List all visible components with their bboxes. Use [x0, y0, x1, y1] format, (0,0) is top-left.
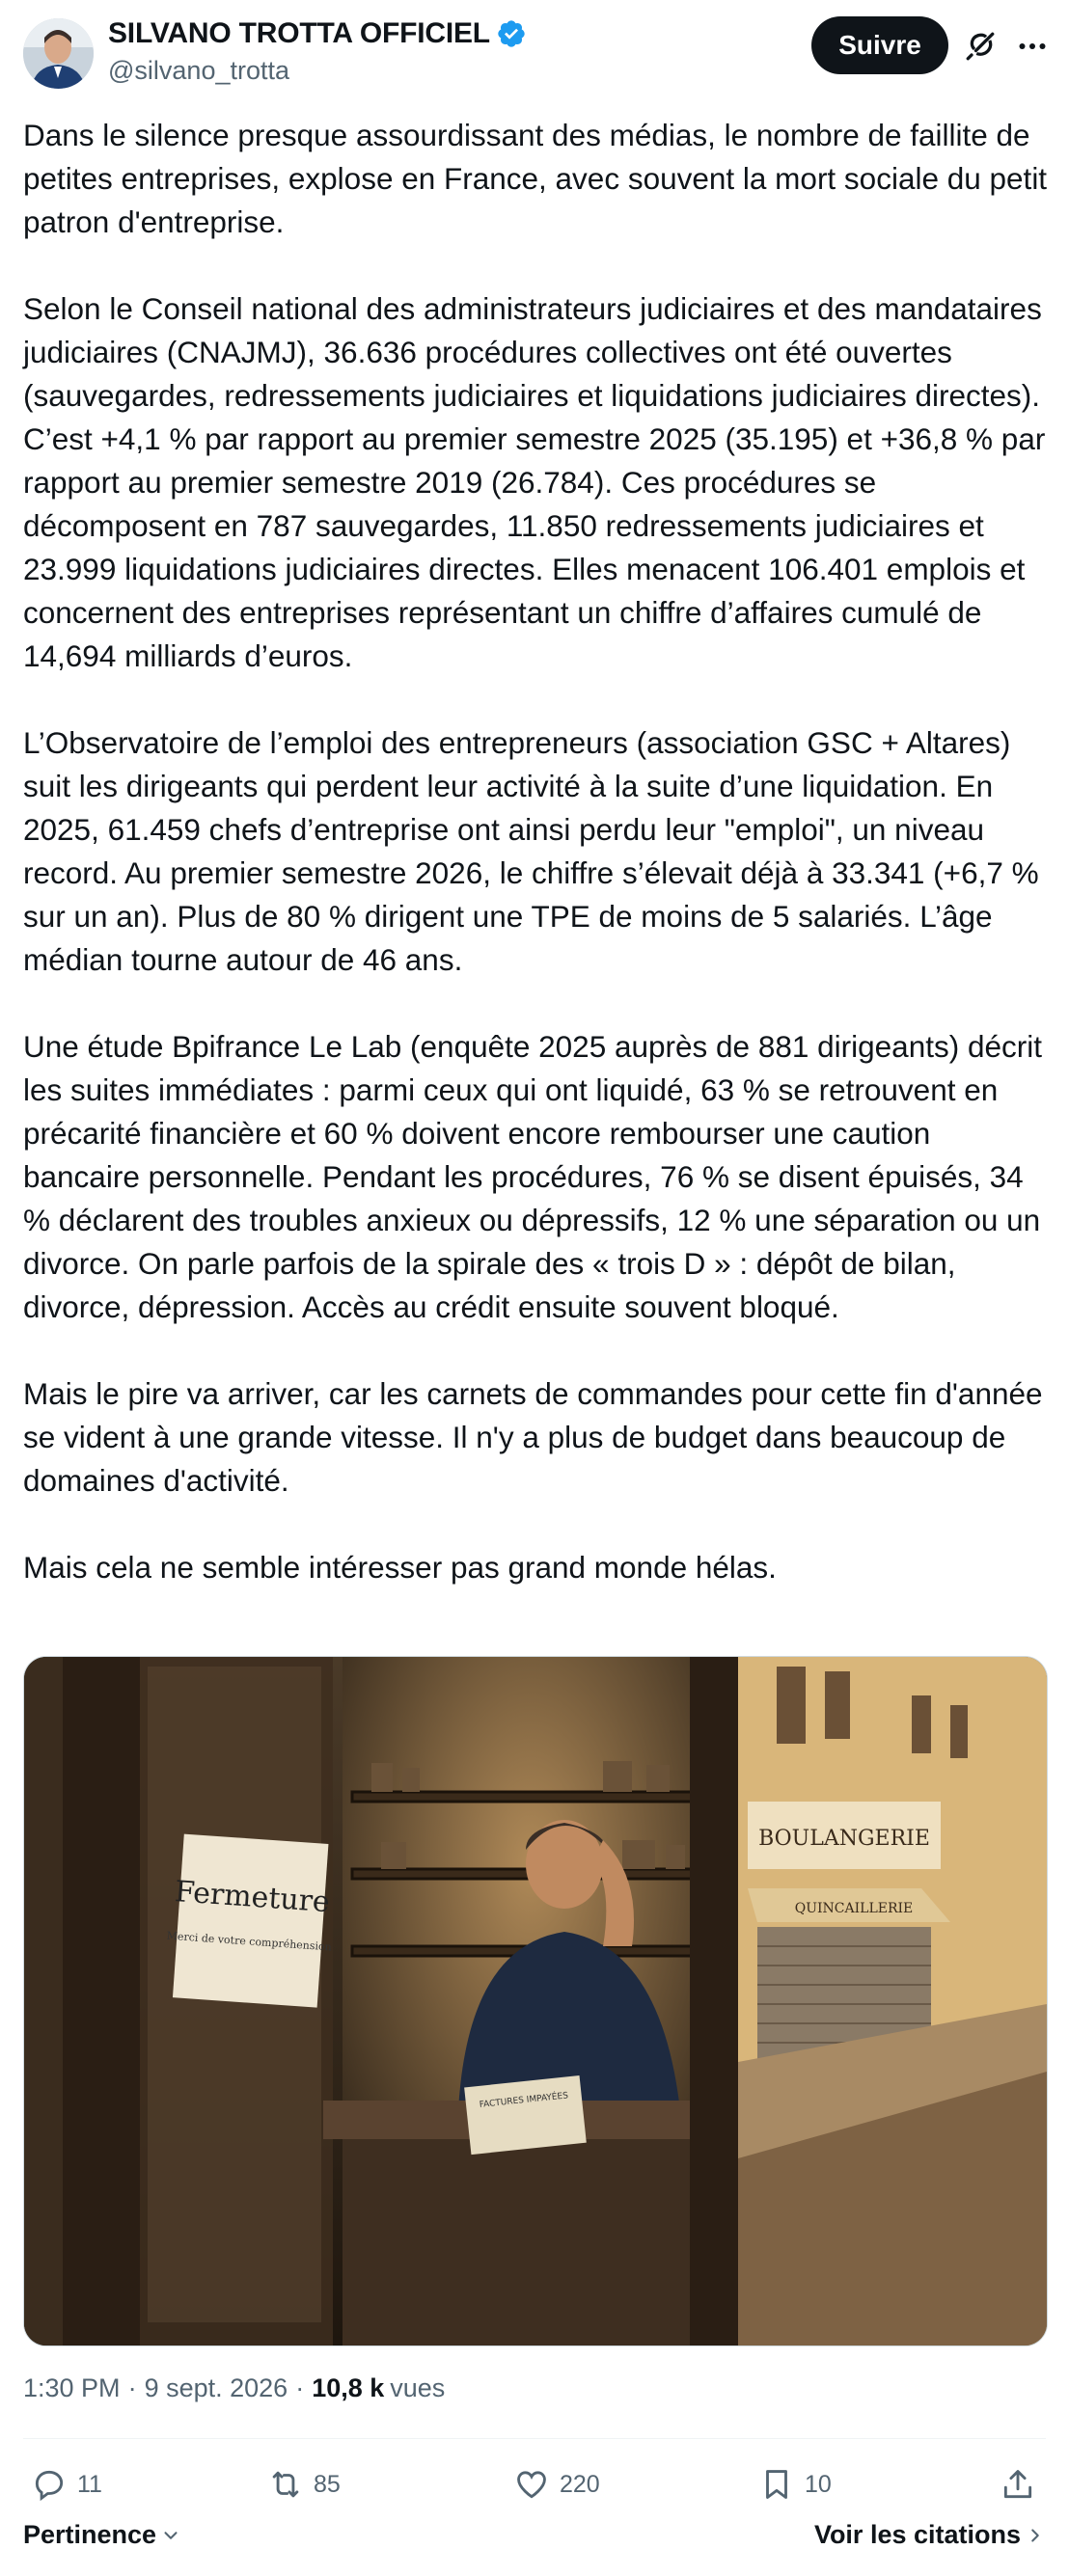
follow-button[interactable]: Suivre	[811, 16, 948, 74]
shop-sign-quincaillerie: QUINCAILLERIE	[794, 1901, 914, 1916]
replies-footer	[23, 2520, 1046, 2562]
tweet-paragraph: Mais cela ne semble intéresser pas grand monde hélas.	[23, 1550, 777, 1585]
views-label: vues	[390, 2373, 446, 2402]
grok-icon[interactable]	[963, 29, 998, 64]
tweet-paragraph: Dans le silence presque assourdissant des médias, le nombre de faillite de petites entreprises, explose en France, avec souvent la mort sociale du petit patron d'entreprise.	[23, 118, 1048, 239]
like-icon	[513, 2466, 550, 2503]
papers-label: FACTURES IMPAYÉES	[479, 2091, 569, 2110]
shop-sign-boulangerie: BOULANGERIE	[758, 1827, 930, 1851]
verified-badge-icon	[496, 18, 527, 49]
chevron-down-icon	[160, 2525, 181, 2546]
retweet-icon	[267, 2466, 304, 2503]
tweet-paragraph: Une étude Bpifrance Le Lab (enquête 2025 auprès de 881 dirigeants) décrit les suites immédiates : parmi ceux qui ont liquidé, 63 % se retrouvent en précarité financière et 60 % doivent encore rembourser une caution bancaire personnelle. Pendant les procédures, 76 % se disent épuisés, 34 % déclarent des troubles anxieux ou dépressifs, 12 % une séparation ou un divorce. On parle parfois de la spirale des « trois D » : dépôt de bilan, divorce, dépression. Accès au crédit ensuite souvent bloqué.	[23, 1029, 1042, 1324]
like-count: 220	[560, 2470, 600, 2498]
divider	[23, 2438, 1046, 2439]
tweet-media-image[interactable]	[23, 1656, 1048, 2346]
view-quotes-link[interactable]	[814, 2520, 1046, 2550]
sort-label: Pertinence	[23, 2520, 157, 2549]
tweet-paragraph: L’Observatoire de l’emploi des entrepreneurs (association GSC + Altares) suit les dirigeants qui perdent leur activité à la suite d’une liquidation. En 2025, 61.459 chefs d’entreprise ont ainsi perdu leur "emploi", un niveau record. Au premier semestre 2026, le chiffre s’élevait déjà à 33.341 (+6,7 % sur un an). Plus de 80 % dirigent une TPE de moins de 5 salariés. L’âge médian tourne autour de 46 ans.	[23, 725, 1039, 977]
sort-replies-dropdown[interactable]	[23, 2520, 181, 2550]
view-quotes-label: Voir les citations	[813, 2520, 1021, 2549]
share-icon	[1000, 2466, 1036, 2503]
tweet-date[interactable]: 9 sept. 2026	[144, 2373, 288, 2402]
bookmark-button[interactable]	[758, 2454, 832, 2514]
tweet-header	[0, 0, 1069, 96]
tweet-meta	[23, 2373, 445, 2403]
closure-sign-subtitle: Merci de votre compréhension	[166, 1929, 333, 1954]
tweet-paragraph: Mais le pire va arriver, car les carnets de commandes pour cette fin d'année se vident à une grande vitesse. Il n'y a plus de budget dans beaucoup de domaines d'activité.	[23, 1376, 1043, 1498]
reply-count: 11	[77, 2470, 102, 2498]
like-button[interactable]	[513, 2454, 600, 2514]
author-name[interactable]: SILVANO TROTTA OFFICIEL	[108, 17, 490, 49]
bookmark-count: 10	[805, 2470, 832, 2498]
retweet-count: 85	[314, 2470, 341, 2498]
share-button[interactable]	[1000, 2454, 1046, 2514]
tweet-time[interactable]: 1:30 PM	[23, 2373, 121, 2402]
tweet-paragraph: Selon le Conseil national des administrateurs judiciaires et des mandataires judiciaires (CNAJMJ), 36.636 procédures collectives ont été ouvertes (sauvegardes, redressements judiciaires et liquidations judiciaires directes). C’est +4,1 % par rapport au premier semestre 2025 (35.195) et +36,8 % par rapport au premier semestre 2019 (26.784). Ces procédures se décomposent en 787 sauvegardes, 11.850 redressements judiciaires et 23.999 liquidations judiciaires directes. Elles menacent 106.401 emplois et concernent des entreprises représentant un chiffre d’affaires cumulé de 14,694 milliards d’euros.	[23, 291, 1046, 673]
bookmark-icon	[758, 2466, 795, 2503]
tweet-actions	[23, 2454, 1046, 2514]
retweet-button[interactable]	[267, 2454, 341, 2514]
meta-separator: ·	[295, 2373, 305, 2402]
reply-icon	[31, 2466, 68, 2503]
closure-sign-title: Fermeture	[173, 1875, 331, 1920]
author-handle[interactable]: @silvano_trotta	[108, 56, 289, 85]
more-options-icon[interactable]	[1015, 29, 1050, 64]
tweet-text	[23, 114, 1050, 1589]
meta-separator: ·	[127, 2373, 137, 2402]
views-count: 10,8 k	[312, 2373, 385, 2402]
chevron-right-icon	[1025, 2525, 1046, 2546]
reply-button[interactable]	[31, 2454, 102, 2514]
author-avatar[interactable]	[23, 18, 94, 89]
author-name-row[interactable]	[108, 17, 527, 50]
